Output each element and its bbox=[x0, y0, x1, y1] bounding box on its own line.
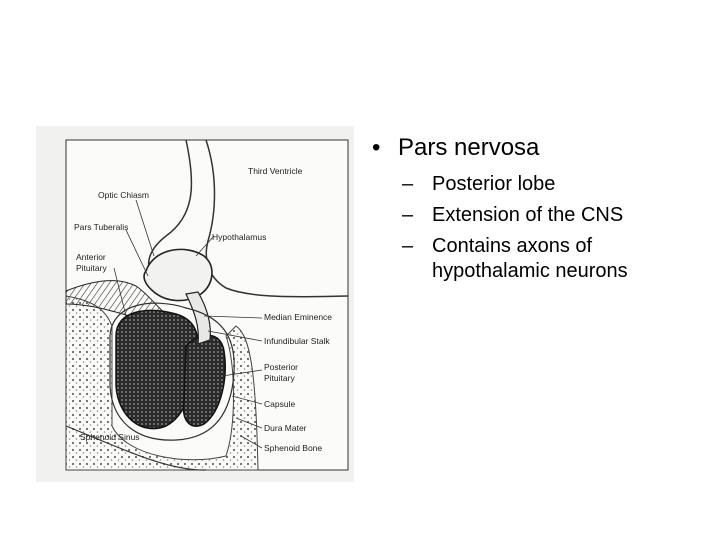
sub-bullet-text: Contains axons of hypothalamic neurons bbox=[432, 235, 628, 282]
sub-bullet-item bbox=[402, 172, 712, 197]
sub-bullet-item bbox=[402, 234, 712, 284]
label-infundibular-stalk: Infundibular Stalk bbox=[264, 336, 330, 346]
label-optic-chiasm: Optic Chiasm bbox=[98, 190, 150, 200]
sub-bullet-text: Posterior lobe bbox=[432, 173, 556, 195]
label-median-eminence: Median Eminence bbox=[264, 312, 333, 322]
label-pars-tuberalis: Pars Tuberalis bbox=[74, 222, 129, 232]
dash-marker: – bbox=[402, 235, 414, 257]
bullet-text: Pars nervosa bbox=[398, 134, 540, 161]
sub-bullet-item bbox=[402, 203, 712, 228]
label-hypothalamus: Hypothalamus bbox=[212, 232, 267, 242]
label-capsule: Capsule bbox=[264, 399, 296, 409]
label-posterior-pituitary-line2: Pituitary bbox=[264, 373, 295, 383]
bullet-item bbox=[372, 130, 712, 166]
bullet-marker: • bbox=[372, 134, 381, 161]
label-anterior-pituitary-line1: Anterior bbox=[76, 252, 106, 262]
label-dura-mater: Dura Mater bbox=[264, 423, 307, 433]
label-anterior-pituitary-line2: Pituitary bbox=[76, 263, 107, 273]
bullet-list bbox=[372, 130, 712, 284]
label-third-ventricle: Third Ventricle bbox=[248, 166, 303, 176]
label-sphenoid-bone: Sphenoid Bone bbox=[264, 443, 323, 453]
dash-marker: – bbox=[402, 204, 414, 226]
sub-bullet-text: Extension of the CNS bbox=[432, 204, 624, 226]
sub-bullet-list bbox=[402, 172, 712, 284]
dash-marker: – bbox=[402, 173, 414, 195]
pituitary-diagram bbox=[36, 126, 354, 482]
pituitary-anatomy-figure bbox=[36, 126, 354, 482]
label-sphenoid-sinus: Sphenoid Sinus bbox=[80, 432, 140, 442]
label-posterior-pituitary-line1: Posterior bbox=[264, 362, 299, 372]
